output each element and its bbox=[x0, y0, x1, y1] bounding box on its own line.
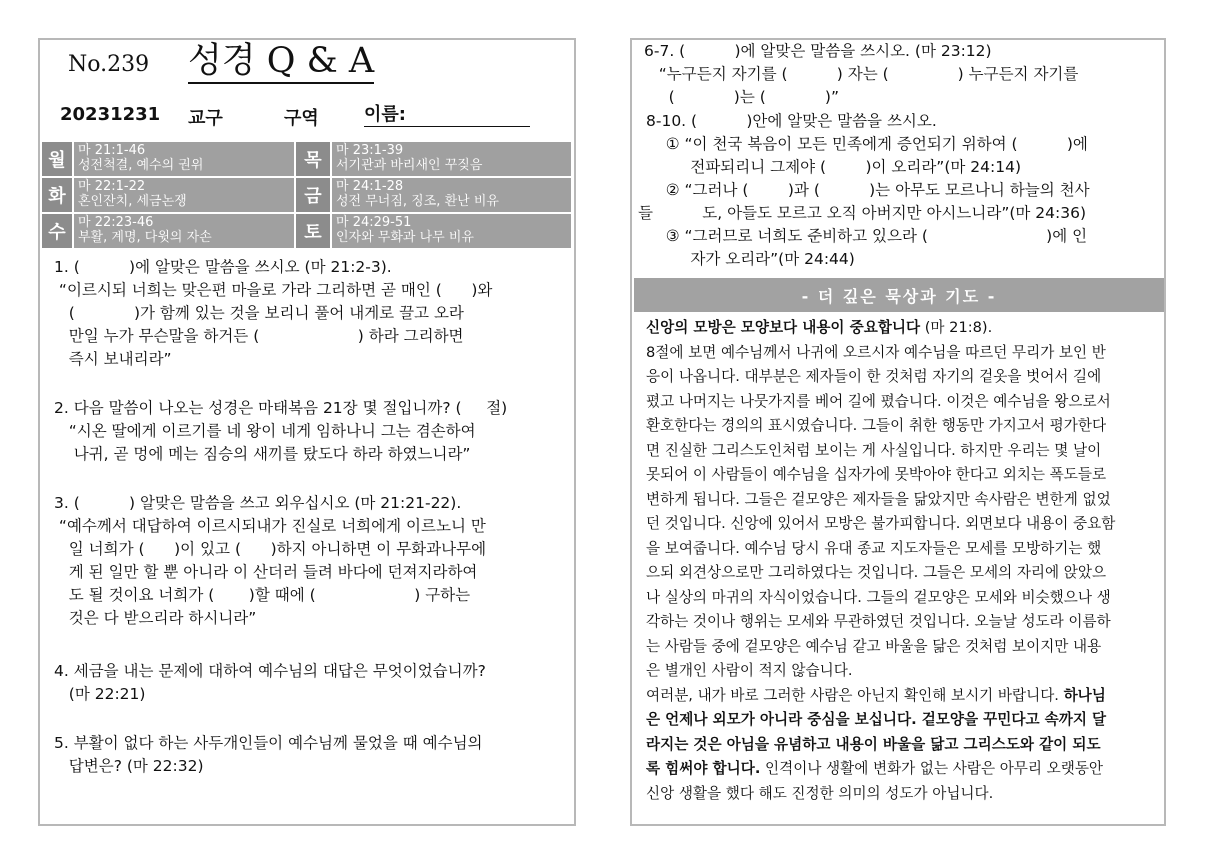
schedule-topic: 부활, 계명, 다윗의 자손 bbox=[78, 230, 212, 245]
meditation-line: 각하는 것이나 행위는 모세와 무관하였던 것입니다. 오늘날 성도라 이름하 bbox=[646, 613, 1111, 630]
schedule-ref: 마 21:1-46 bbox=[78, 143, 146, 158]
schedule-cell bbox=[332, 178, 571, 212]
meditation-heading bbox=[646, 316, 1146, 341]
left-panel bbox=[38, 38, 576, 826]
meditation-closing bbox=[646, 708, 1146, 733]
meditation-banner: - 더 깊은 묵상과 기도 - bbox=[634, 278, 1164, 312]
meditation-line: 8절에 보면 예수님께서 나귀에 오르시자 예수님을 따르던 무리가 보인 반 bbox=[646, 343, 1106, 361]
question-line: 즉시 보내리라” bbox=[54, 350, 172, 368]
schedule-ref: 마 22:23-46 bbox=[78, 215, 154, 230]
question-line: 들 도, 아들도 모르고 오직 아버지만 아시느니라”(마 24:36) bbox=[638, 204, 1087, 222]
meditation-heading-ref: (마 21:8). bbox=[920, 319, 993, 336]
day-label: 월 bbox=[42, 142, 72, 176]
closing-text: 신앙 생활을 했다 해도 진정한 의미의 성도가 아닙니다. bbox=[646, 784, 994, 802]
question-line: “누구든지 자기를 ( ) 자는 ( ) 누구든지 자기를 bbox=[644, 65, 1079, 83]
question-line: 6-7. ( )에 알맞은 말씀을 쓰시오. (마 23:12) bbox=[644, 42, 992, 60]
day-label: 금 bbox=[296, 178, 330, 212]
question-line: ② “그러나 ( )과 ( )는 아무도 모르나니 하늘의 천사 bbox=[646, 181, 1090, 199]
page-title: 성경 Q & A bbox=[188, 40, 374, 84]
day-label: 수 bbox=[42, 214, 72, 248]
right-panel bbox=[630, 38, 1166, 826]
meditation-line: 응이 나옵니다. 대부분은 제자들이 한 것처럼 자기의 겉옷을 벗어서 길에 bbox=[646, 368, 1102, 385]
closing-bold: 은 언제나 외모가 아니라 중심을 보십니다. 겉모양을 꾸민다고 속까지 달 bbox=[646, 711, 1107, 728]
question-6-7 bbox=[644, 40, 1078, 109]
schedule-ref: 마 24:29-51 bbox=[336, 215, 412, 230]
question-2 bbox=[54, 397, 507, 466]
meditation-text bbox=[646, 316, 1146, 806]
day-label: 목 bbox=[296, 142, 330, 176]
question-line: 전파되리니 그제야 ( )이 오리라”(마 24:14) bbox=[646, 158, 1022, 176]
schedule-topic: 성전 무너짐, 징조, 환난 비유 bbox=[336, 194, 499, 209]
closing-text: 여러분, 내가 바로 그러한 사람은 아닌지 확인해 보시기 바랍니다. bbox=[646, 686, 1064, 704]
question-line: 게 된 일만 할 뿐 아니라 이 산더러 들려 바다에 던져지라하여 bbox=[54, 563, 478, 581]
schedule-row bbox=[42, 214, 573, 248]
question-8-10 bbox=[638, 110, 1090, 271]
meditation-line: 는 사람들 중에 겉모양은 예수님 같고 바울을 닮은 것처럼 보이지만 내용 bbox=[646, 637, 1102, 655]
meditation-line: 을 보여줍니다. 예수님 당시 유대 종교 지도자들은 모세를 모방하기는 했 bbox=[646, 539, 1102, 557]
schedule-row bbox=[42, 142, 573, 176]
meditation-closing bbox=[646, 733, 1146, 758]
question-line: “예수께서 대답하여 이르시되내가 진실로 너희에게 이르노니 만 bbox=[54, 517, 486, 535]
closing-bold: 하나님 bbox=[1063, 686, 1106, 704]
schedule-ref: 마 22:1-22 bbox=[78, 179, 146, 194]
question-line: 도 될 것이요 너희가 ( )할 때에 ( ) 구하는 bbox=[54, 586, 471, 604]
question-line: ( )가 함께 있는 것을 보리니 풀어 내게로 끌고 오라 bbox=[54, 304, 464, 322]
closing-text: 인격이나 생활에 변화가 없는 사람은 아무리 오랫동안 bbox=[760, 760, 1104, 777]
question-line: 1. ( )에 알맞은 말씀을 쓰시오 (마 21:2-3). bbox=[54, 258, 392, 276]
schedule-row bbox=[42, 178, 573, 212]
question-line: 4. 세금을 내는 문제에 대하여 예수님의 대답은 무엇이었습니까? bbox=[54, 662, 486, 680]
name-field[interactable]: 이름: bbox=[364, 104, 530, 127]
question-line: ( )는 ( )” bbox=[644, 88, 840, 106]
day-label: 토 bbox=[296, 214, 330, 248]
schedule-cell bbox=[332, 214, 571, 248]
question-line: 것은 다 받으리라 하시니라” bbox=[54, 609, 257, 627]
schedule-topic: 성전척결, 예수의 권위 bbox=[78, 158, 204, 173]
meditation-line: 못되어 이 사람들이 예수님을 십자가에 못박아야 한다고 외치는 폭도들로 bbox=[646, 466, 1107, 483]
schedule-topic: 서기관과 바리새인 꾸짖음 bbox=[336, 158, 483, 173]
question-line: 만일 누가 무슨말을 하거든 ( ) 하라 그리하면 bbox=[54, 327, 464, 345]
issue-number: No.239 bbox=[68, 52, 150, 77]
gyogu-label: 교구 bbox=[188, 108, 223, 129]
issue-date: 20231231 bbox=[60, 104, 161, 125]
closing-bold: 라지는 것은 아님을 유념하고 내용이 바울을 닮고 그리스도와 같이 되도 bbox=[646, 735, 1101, 753]
meditation-line: 폈고 나머지는 나뭇가지를 베어 길에 폈습니다. 이것은 예수님을 왕으로서 bbox=[646, 392, 1111, 410]
schedule-ref: 마 24:1-28 bbox=[336, 179, 404, 194]
question-line: 3. ( ) 알맞은 말씀을 쓰고 외우십시오 (마 21:21-22). bbox=[54, 494, 462, 512]
schedule-cell bbox=[74, 214, 294, 248]
schedule-cell bbox=[74, 178, 294, 212]
meditation-line: 던 것입니다. 신앙에 있어서 모방은 불가피합니다. 외면보다 내용이 중요함 bbox=[646, 515, 1116, 532]
meditation-line: 은 별개인 사람이 적지 않습니다. bbox=[646, 662, 853, 679]
schedule-topic: 혼인잔치, 세금논쟁 bbox=[78, 194, 187, 209]
schedule-cell bbox=[74, 142, 294, 176]
question-line: 5. 부활이 없다 하는 사두개인들이 예수님께 물었을 때 예수님의 bbox=[54, 734, 483, 752]
question-line: 나귀, 곧 멍에 메는 짐승의 새끼를 탔도다 하라 하였느니라” bbox=[54, 445, 471, 463]
meditation-line: 나 실상의 마귀의 자식이었습니다. 그들의 겉모양은 모세와 비슷했으나 생 bbox=[646, 588, 1111, 606]
schedule-cell bbox=[332, 142, 571, 176]
meditation-closing bbox=[646, 757, 1146, 782]
question-line: 8-10. ( )안에 알맞은 말씀을 쓰시오. bbox=[646, 112, 937, 130]
schedule-topic: 인자와 무화과 나무 비유 bbox=[336, 230, 474, 245]
question-line: 답변은? (마 22:32) bbox=[54, 757, 204, 775]
question-line: “이르시되 너희는 맞은편 마을로 가라 그리하면 곧 매인 ( )와 bbox=[54, 281, 493, 299]
question-5 bbox=[54, 732, 483, 778]
question-line: 2. 다음 말씀이 나오는 성경은 마태복음 21장 몇 절입니까? ( 절) bbox=[54, 399, 508, 417]
question-4 bbox=[54, 660, 486, 706]
question-1 bbox=[54, 256, 492, 371]
question-line: “시온 딸에게 이르기를 네 왕이 네게 임하나니 그는 겸손하여 bbox=[54, 422, 476, 440]
question-line: 일 너희가 ( )이 있고 ( )하지 아니하면 이 무화과나무에 bbox=[54, 540, 487, 558]
closing-bold: 록 힘써야 합니다. bbox=[646, 760, 761, 777]
question-line: (마 22:21) bbox=[54, 685, 146, 703]
day-label: 화 bbox=[42, 178, 72, 212]
question-line: ③ “그러므로 너희도 준비하고 있으라 ( )에 인 bbox=[646, 227, 1088, 245]
meditation-line: 변하게 됩니다. 그들은 겉모양은 제자들을 닮았지만 속사람은 변한게 없었 bbox=[646, 490, 1111, 508]
meditation-line: 면 진실한 그리스도인처럼 보이는 게 사실입니다. 하지만 우리는 몇 날이 bbox=[646, 441, 1102, 459]
meditation-closing bbox=[646, 684, 1146, 709]
schedule-ref: 마 23:1-39 bbox=[336, 143, 404, 158]
guyeok-label: 구역 bbox=[284, 108, 319, 129]
question-line: 자가 오리라”(마 24:44) bbox=[646, 250, 855, 268]
meditation-line: 으되 외견상으로만 그리하였다는 것입니다. 그들은 모세의 자리에 앉았으 bbox=[646, 564, 1107, 581]
meditation-heading-bold: 신앙의 모방은 모양보다 내용이 중요합니다 bbox=[646, 319, 921, 336]
meditation-line: 환호한다는 경의의 표시였습니다. 그들이 취한 행동만 가지고서 평가한다 bbox=[646, 417, 1107, 434]
reading-schedule bbox=[42, 142, 573, 250]
question-3 bbox=[54, 492, 486, 630]
question-line: ① “이 천국 복음이 모든 민족에게 증언되기 위하여 ( )에 bbox=[646, 135, 1088, 153]
